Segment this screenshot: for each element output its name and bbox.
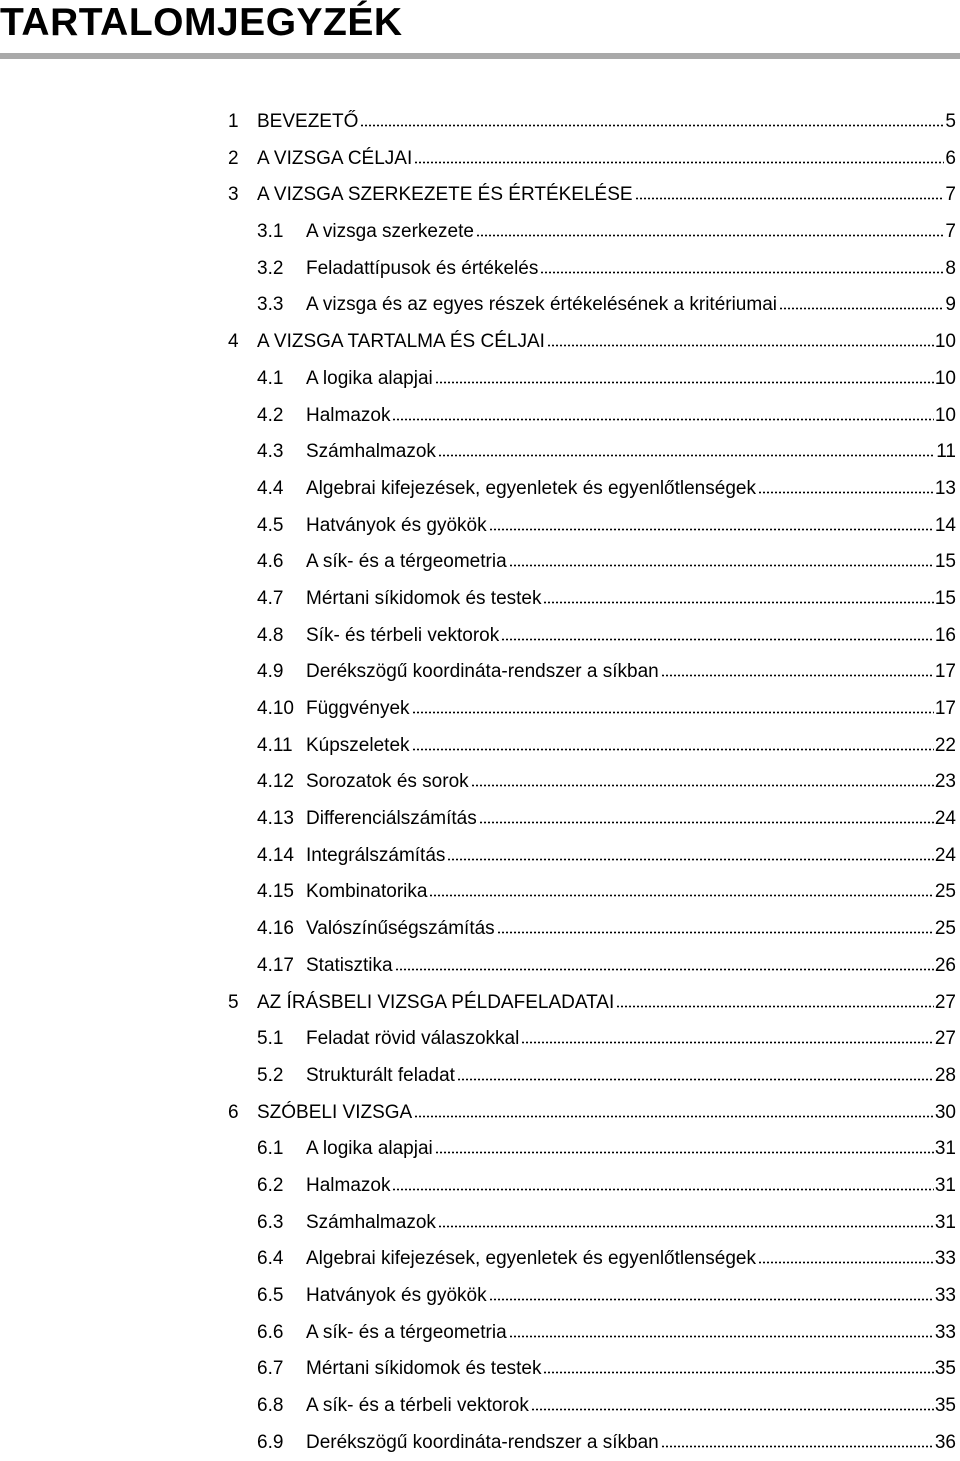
toc-entry-number: 4.10: [257, 698, 294, 719]
toc-entry-page-number: 10: [934, 404, 956, 426]
toc-entry-number: 6.8: [257, 1395, 284, 1417]
toc-entry-label: Hatványok és gyökök: [306, 1285, 487, 1306]
toc-entry-page-number: 30: [934, 1101, 956, 1123]
dot-leader: [489, 523, 934, 531]
dot-leader: [447, 853, 933, 861]
toc-entry-label: Számhalmazok: [306, 441, 436, 463]
toc-entry-label: Statisztika: [306, 954, 393, 976]
toc-entry-number: 4.17: [257, 954, 294, 976]
toc-entry-page-number: 17: [934, 698, 956, 719]
toc-entry-number: 3.2: [257, 257, 284, 279]
toc-entry-number: 4.13: [257, 808, 294, 830]
toc-entry-page-number: 23: [934, 771, 956, 793]
toc-entry-label: Algebrai kifejezések, egyenletek és egyenlőtlenségek: [306, 477, 756, 499]
toc-entry[interactable]: [228, 985, 956, 1022]
dot-leader: [438, 449, 935, 457]
toc-entry-number: 6.3: [257, 1211, 284, 1233]
toc-entry[interactable]: [228, 141, 956, 178]
toc-entry-number: 4.11: [257, 734, 293, 756]
toc-entry-number: 5: [228, 991, 239, 1013]
toc-entry-page-number: 35: [934, 1358, 956, 1380]
toc-entry-label: Hatványok és gyökök: [306, 514, 487, 536]
toc-entry-page-number: 13: [934, 477, 956, 499]
toc-entry[interactable]: [228, 618, 956, 655]
toc-entry[interactable]: [228, 1388, 956, 1425]
toc-entry-page-number: 17: [934, 661, 956, 683]
toc-entry[interactable]: [228, 214, 956, 251]
toc-entry-page-number: 11: [936, 441, 956, 463]
toc-entry-number: 4.1: [257, 367, 284, 389]
toc-entry-page-number: 28: [934, 1064, 956, 1086]
toc-entry-page-number: 31: [934, 1138, 956, 1160]
dot-leader: [661, 1440, 934, 1448]
toc-entry-page-number: 5: [945, 111, 956, 132]
toc-entry-label: A vizsga és az egyes részek értékelésének a kritériumai: [306, 294, 777, 316]
dot-leader: [758, 486, 934, 494]
toc-entry-number: 3.1: [257, 221, 284, 243]
toc-entry[interactable]: [228, 1425, 956, 1461]
toc-entry-page-number: 33: [934, 1285, 956, 1306]
toc-entry-label: Strukturált feladat: [306, 1064, 455, 1086]
toc-entry-page-number: 22: [934, 734, 956, 756]
toc-entry[interactable]: [228, 324, 956, 361]
toc-entry-number: 6.1: [257, 1138, 284, 1160]
toc-entry-label: Függvények: [306, 698, 410, 719]
toc-entry[interactable]: [228, 177, 956, 214]
page-title: TARTALOMJEGYZÉK: [0, 1, 403, 44]
toc-entry[interactable]: [228, 948, 956, 985]
toc-entry[interactable]: [228, 544, 956, 581]
dot-leader: [489, 1293, 934, 1301]
toc-entry-number: 6: [228, 1101, 239, 1123]
dot-leader: [521, 1036, 934, 1044]
toc-entry[interactable]: [228, 1168, 956, 1205]
toc-entry-number: 4.9: [257, 661, 284, 683]
toc-entry-number: 6.7: [257, 1358, 284, 1380]
toc-entry[interactable]: [228, 104, 956, 141]
dot-leader: [412, 706, 934, 714]
toc-entry-label: Halmazok: [306, 1174, 391, 1196]
dot-leader: [392, 1183, 933, 1191]
toc-entry-page-number: 6: [945, 147, 956, 169]
toc-entry-page-number: 16: [934, 624, 956, 646]
toc-entry-page-number: 27: [934, 991, 956, 1013]
toc-entry[interactable]: [228, 581, 956, 618]
toc-entry-label: Mértani síkidomok és testek: [306, 587, 542, 609]
toc-entry[interactable]: [228, 508, 956, 545]
toc-entry-page-number: 7: [945, 221, 956, 243]
toc-entry-number: 3: [228, 184, 239, 206]
toc-entry-page-number: 14: [934, 514, 956, 536]
toc-entry[interactable]: [228, 1095, 956, 1132]
toc-entry-label: A sík- és a térbeli vektorok: [306, 1395, 529, 1417]
toc-entry[interactable]: [228, 1315, 956, 1352]
dot-leader: [661, 669, 934, 677]
toc-entry-page-number: 25: [934, 918, 956, 940]
toc-entry-number: 4.6: [257, 551, 284, 573]
toc-entry-page-number: 15: [934, 551, 956, 573]
toc-entry-page-number: 7: [945, 184, 956, 206]
toc-entry-label: A VIZSGA CÉLJAI: [257, 147, 413, 169]
toc-entry-page-number: 10: [934, 367, 956, 389]
dot-leader: [435, 1146, 934, 1154]
dot-leader: [479, 816, 934, 824]
dot-leader: [501, 633, 934, 641]
toc-entry-number: 6.4: [257, 1248, 284, 1270]
toc-entry-number: 5.2: [257, 1064, 284, 1086]
toc-entry-label: AZ ÍRÁSBELI VIZSGA PÉLDAFELADATAI: [257, 991, 615, 1013]
toc-entry[interactable]: [228, 874, 956, 911]
toc-entry-number: 4.12: [257, 771, 294, 793]
toc-entry-label: Derékszögű koordináta-rendszer a síkban: [306, 661, 659, 683]
title-underline: [0, 53, 960, 59]
toc-entry-page-number: 24: [934, 844, 956, 866]
toc-entry[interactable]: [228, 434, 956, 471]
toc-entry[interactable]: [228, 728, 956, 765]
dot-leader: [414, 1110, 934, 1118]
toc-entry-label: Algebrai kifejezések, egyenletek és egyenlőtlenségek: [306, 1248, 756, 1270]
toc-entry-page-number: 9: [945, 294, 956, 316]
toc-entry[interactable]: [228, 287, 956, 324]
toc-entry[interactable]: [228, 838, 956, 875]
toc-entry-number: 6.5: [257, 1285, 284, 1306]
toc-entry-label: Mértani síkidomok és testek: [306, 1358, 542, 1380]
toc-entry[interactable]: [228, 398, 956, 435]
toc-entry[interactable]: [228, 361, 956, 398]
toc-entry-label: A VIZSGA SZERKEZETE ÉS ÉRTÉKELÉSE: [257, 184, 633, 206]
toc-entry-label: A logika alapjai: [306, 1138, 433, 1160]
toc-entry-page-number: 15: [934, 587, 956, 609]
toc-entry-page-number: 33: [934, 1321, 956, 1343]
toc-entry-label: A VIZSGA TARTALMA ÉS CÉLJAI: [257, 331, 545, 353]
toc-entry-label: Differenciálszámítás: [306, 808, 477, 830]
toc-entry[interactable]: [228, 1278, 956, 1315]
toc-entry-label: A logika alapjai: [306, 367, 433, 389]
toc-entry-number: 4.8: [257, 624, 284, 646]
toc-entry-number: 4.15: [257, 881, 294, 903]
toc-entry-page-number: 8: [945, 257, 956, 279]
toc-entry-label: Sík- és térbeli vektorok: [306, 624, 500, 646]
dot-leader: [509, 559, 934, 567]
dot-leader: [435, 376, 934, 384]
dot-leader: [429, 889, 933, 897]
toc-entry-page-number: 26: [934, 954, 956, 976]
toc-entry-page-number: 27: [934, 1028, 956, 1050]
toc-entry-number: 6.2: [257, 1174, 284, 1196]
toc-entry-number: 1: [228, 111, 239, 132]
toc-entry-label: Derékszögű koordináta-rendszer a síkban: [306, 1431, 659, 1453]
toc-entry-number: 4.4: [257, 477, 284, 499]
dot-leader: [412, 743, 934, 751]
toc-entry[interactable]: [228, 764, 956, 801]
dot-leader: [547, 339, 934, 347]
toc-entry-label: Valószínűségszámítás: [306, 918, 495, 940]
toc-entry-label: Sorozatok és sorok: [306, 771, 469, 793]
dot-leader: [635, 192, 945, 200]
toc-entry[interactable]: [228, 1021, 956, 1058]
toc-entry-page-number: 25: [934, 881, 956, 903]
toc-entry-page-number: 10: [934, 331, 956, 353]
toc-entry-page-number: 31: [934, 1211, 956, 1233]
toc-entry-label: Számhalmazok: [306, 1211, 436, 1233]
dot-leader: [414, 156, 944, 164]
toc-entry-page-number: 36: [934, 1431, 956, 1453]
dot-leader: [438, 1220, 934, 1228]
toc-entry-number: 2: [228, 147, 239, 169]
toc-entry[interactable]: [228, 1205, 956, 1242]
toc-entry[interactable]: [228, 471, 956, 508]
toc-entry-number: 6.6: [257, 1321, 284, 1343]
dot-leader: [497, 926, 934, 934]
dot-leader: [531, 1403, 934, 1411]
dot-leader: [395, 963, 934, 971]
toc-entry-number: 4.7: [257, 587, 284, 609]
toc-entry-page-number: 35: [934, 1395, 956, 1417]
dot-leader: [476, 229, 945, 237]
dot-leader: [509, 1330, 934, 1338]
toc-entry-number: 4.2: [257, 404, 284, 426]
toc-entry-label: A vizsga szerkezete: [306, 221, 474, 243]
toc-entry[interactable]: [228, 1131, 956, 1168]
toc-entry-number: 4.3: [257, 441, 284, 463]
dot-leader: [616, 1000, 934, 1008]
toc-entry-number: 5.1: [257, 1028, 284, 1050]
toc-entry[interactable]: [228, 1241, 956, 1278]
dot-leader: [543, 1366, 933, 1374]
toc-entry-number: 4.5: [257, 514, 284, 536]
toc-entry[interactable]: [228, 1351, 956, 1388]
toc-entry-label: Integrálszámítás: [306, 844, 446, 866]
toc-entry-number: 6.9: [257, 1431, 284, 1453]
toc-entry[interactable]: [228, 691, 956, 728]
dot-leader: [543, 596, 933, 604]
toc-entry[interactable]: [228, 1058, 956, 1095]
dot-leader: [360, 119, 944, 127]
toc-entry[interactable]: [228, 801, 956, 838]
toc-entry-page-number: 31: [934, 1174, 956, 1196]
toc-entry-label: Feladattípusok és értékelés: [306, 257, 539, 279]
toc-entry-label: SZÓBELI VIZSGA: [257, 1101, 413, 1123]
toc-entry-label: A sík- és a térgeometria: [306, 1321, 507, 1343]
toc-entry-label: A sík- és a térgeometria: [306, 551, 507, 573]
toc-entry-page-number: 24: [934, 808, 956, 830]
toc-entry-label: Kombinatorika: [306, 881, 428, 903]
toc-entry[interactable]: [228, 251, 956, 288]
toc-entry[interactable]: [228, 654, 956, 691]
dot-leader: [392, 413, 933, 421]
dot-leader: [457, 1073, 934, 1081]
toc-entry-number: 3.3: [257, 294, 284, 316]
toc-entry-label: Kúpszeletek: [306, 734, 410, 756]
dot-leader: [540, 266, 944, 274]
toc-entry-page-number: 33: [934, 1248, 956, 1270]
toc-entry-number: 4.16: [257, 918, 294, 940]
dot-leader: [779, 302, 944, 310]
dot-leader: [471, 779, 934, 787]
toc-entry[interactable]: [228, 911, 956, 948]
dot-leader: [758, 1256, 934, 1264]
toc-entry-label: Halmazok: [306, 404, 391, 426]
toc-entry-label: Feladat rövid válaszokkal: [306, 1028, 520, 1050]
toc-entry-number: 4.14: [257, 844, 294, 866]
toc-entry-label: BEVEZETŐ: [257, 111, 359, 132]
table-of-contents: [228, 104, 956, 1461]
toc-entry-number: 4: [228, 331, 239, 353]
